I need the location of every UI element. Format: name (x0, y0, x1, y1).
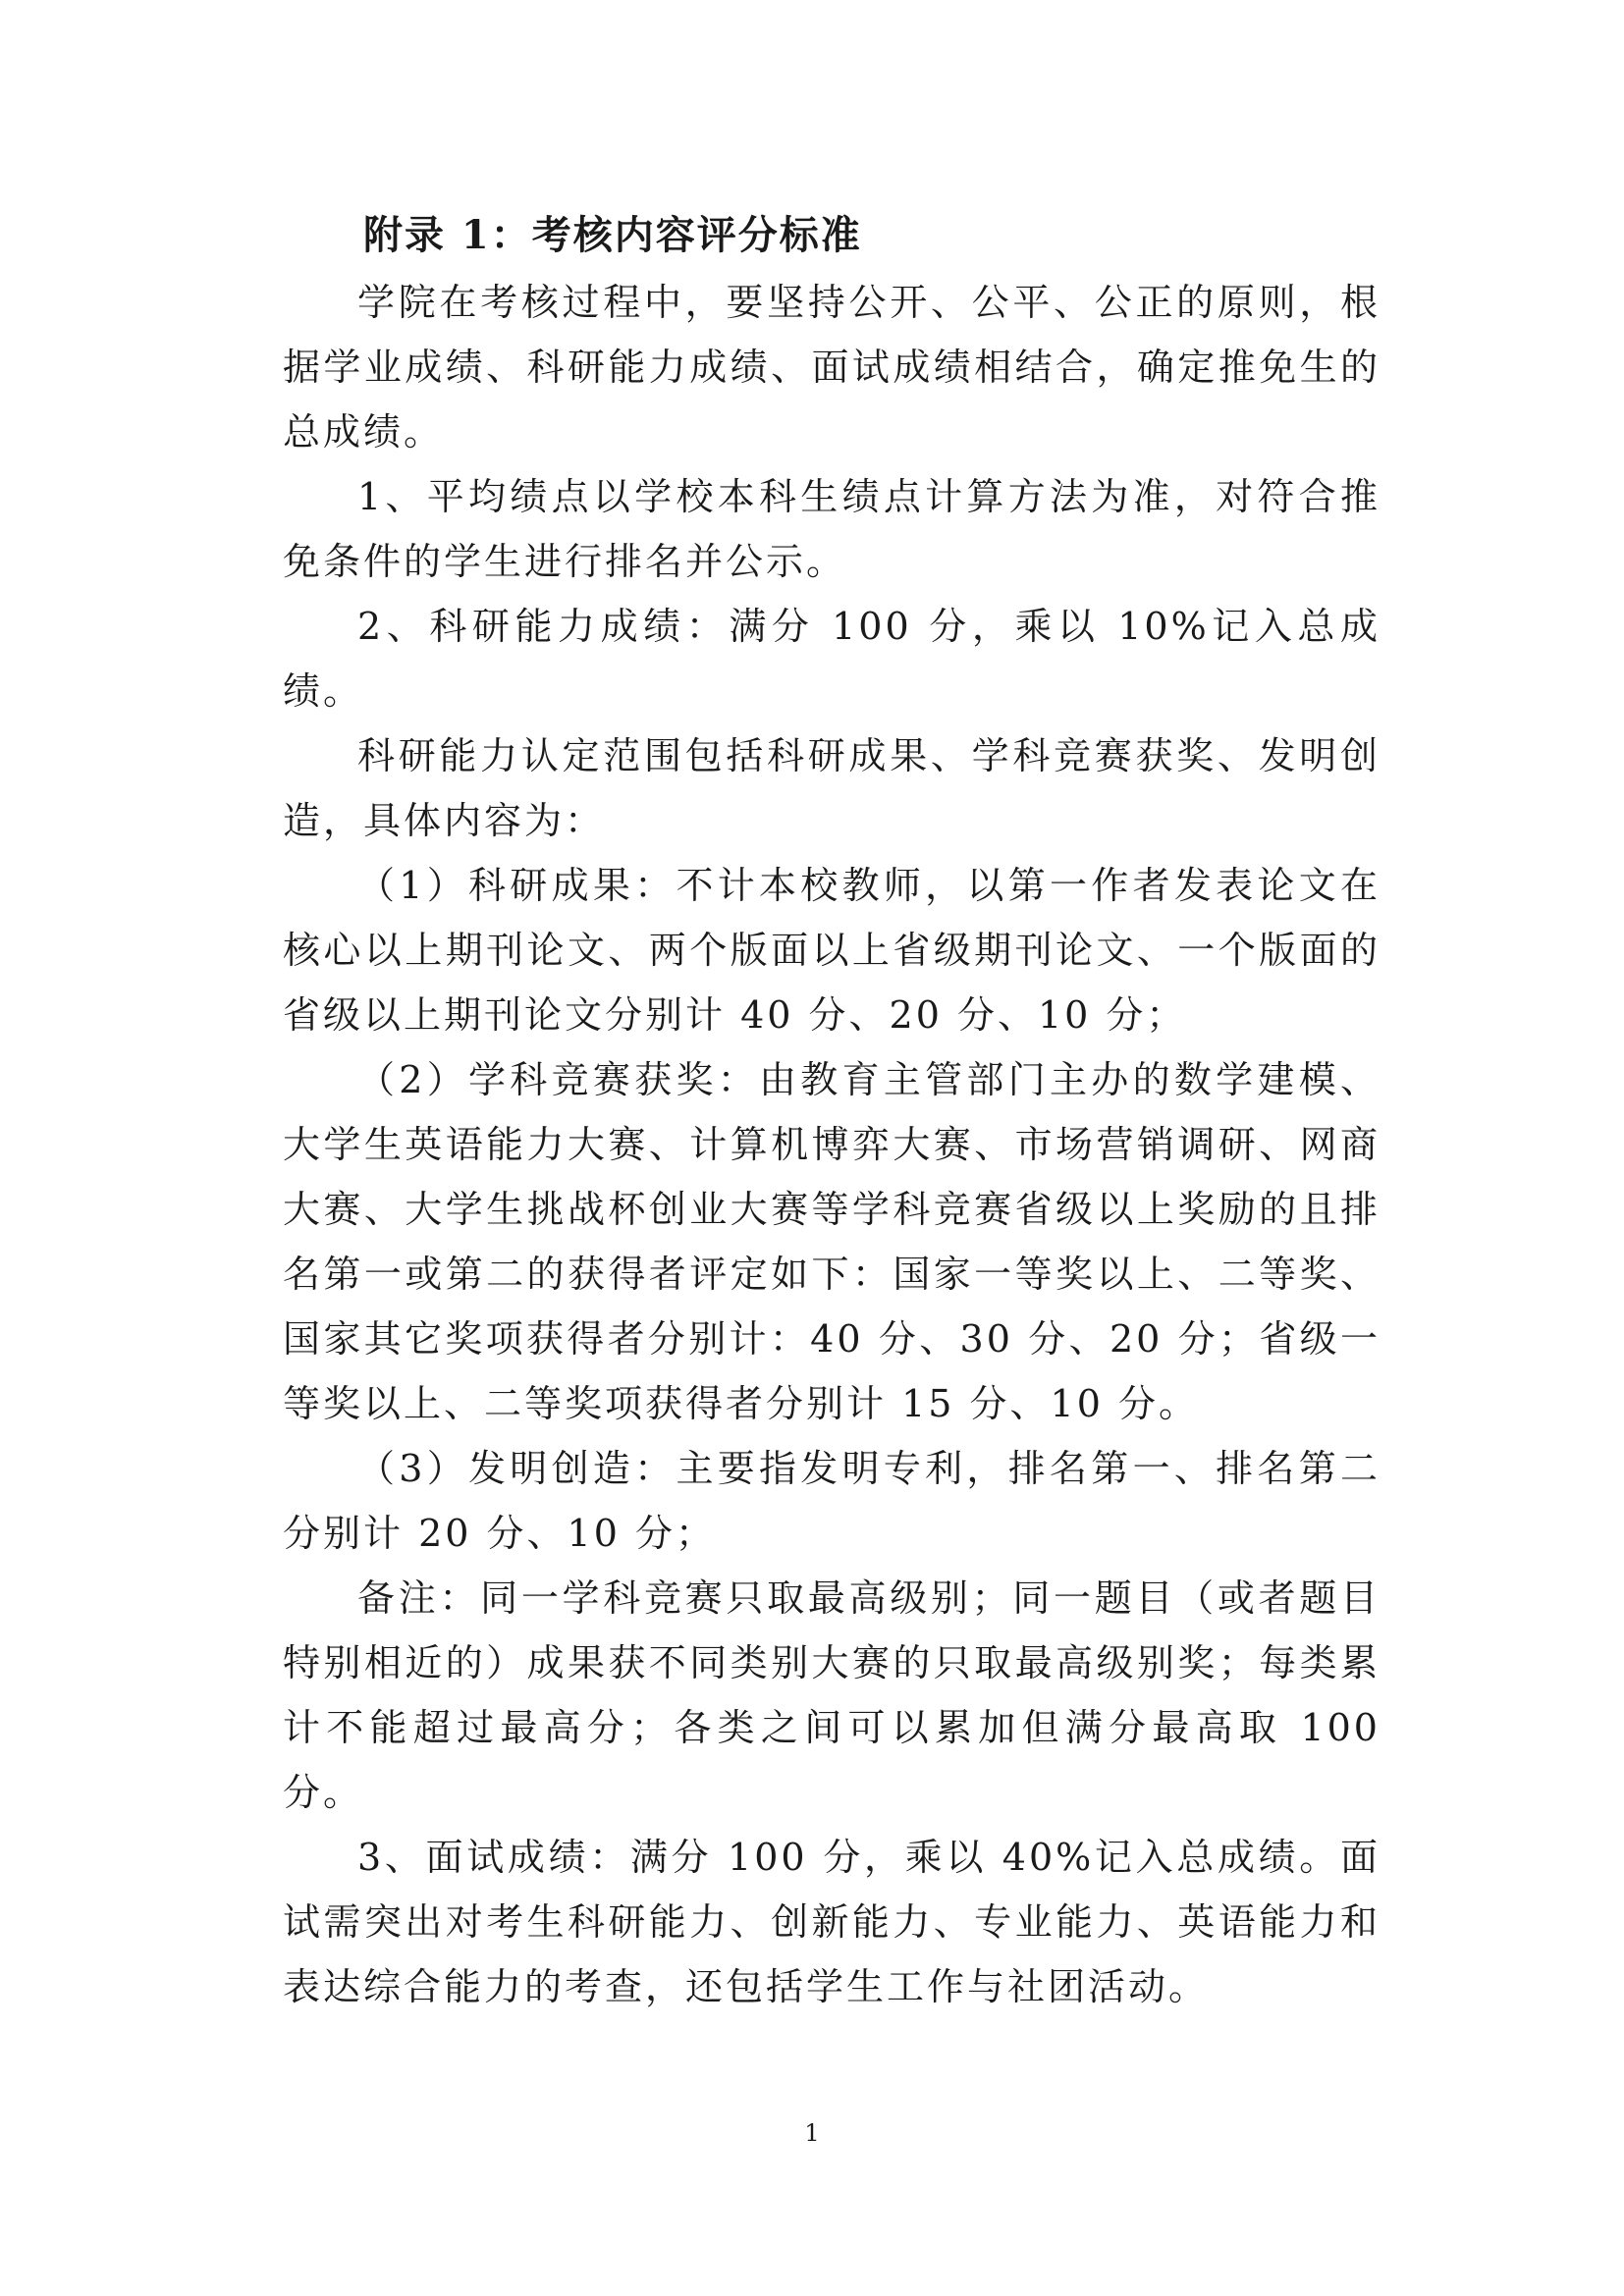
page-title: 附录 1：考核内容评分标准 (363, 212, 862, 258)
paragraph-research-score: 2、科研能力成绩：满分 100 分，乘以 10%记入总成绩。 (283, 605, 1380, 713)
paragraph-inventions: （3）发明创造：主要指发明专利，排名第一、排名第二分别计 20 分、10 分； (283, 1447, 1380, 1555)
paragraph-research-scope: 科研能力认定范围包括科研成果、学科竞赛获奖、发明创造，具体内容为： (283, 734, 1380, 842)
document-body (283, 270, 1380, 2019)
paragraph-notes: 备注：同一学科竞赛只取最高级别；同一题目（或者题目特别相近的）成果获不同类别大赛的只取最高级别奖；每类累计不能超过最高分；各类之间可以累加但满分最高取 100 分。 (283, 1576, 1380, 1814)
paragraph-intro: 学院在考核过程中，要坚持公开、公平、公正的原则，根据学业成绩、科研能力成绩、面试成绩相结合，确定推免生的总成绩。 (283, 281, 1380, 454)
paragraph-gpa: 1、平均绩点以学校本科生绩点计算方法为准，对符合推免条件的学生进行排名并公示。 (283, 475, 1380, 583)
paragraph-interview-score: 3、面试成绩：满分 100 分，乘以 40%记入总成绩。面试需突出对考生科研能力、创新能力、专业能力、英语能力和表达综合能力的考查，还包括学生工作与社团活动。 (283, 1836, 1380, 2008)
paragraph-research-results: （1）科研成果：不计本校教师，以第一作者发表论文在核心以上期刊论文、两个版面以上省级期刊论文、一个版面的省级以上期刊论文分别计 40 分、20 分、10 分； (283, 864, 1380, 1037)
page-number: 1 (804, 2119, 820, 2147)
paragraph-competition-awards: （2）学科竞赛获奖：由教育主管部门主办的数学建模、大学生英语能力大赛、计算机博弈大赛、市场营销调研、网商大赛、大学生挑战杯创业大赛等学科竞赛省级以上奖励的且排名第一或第二的获得者评定如下：国家一等奖以上、二等奖、国家其它奖项获得者分别计：40 分、30 分、20 分；省级一等奖以上、二等奖项获得者分别计 15 分、10 分。 (283, 1058, 1380, 1425)
